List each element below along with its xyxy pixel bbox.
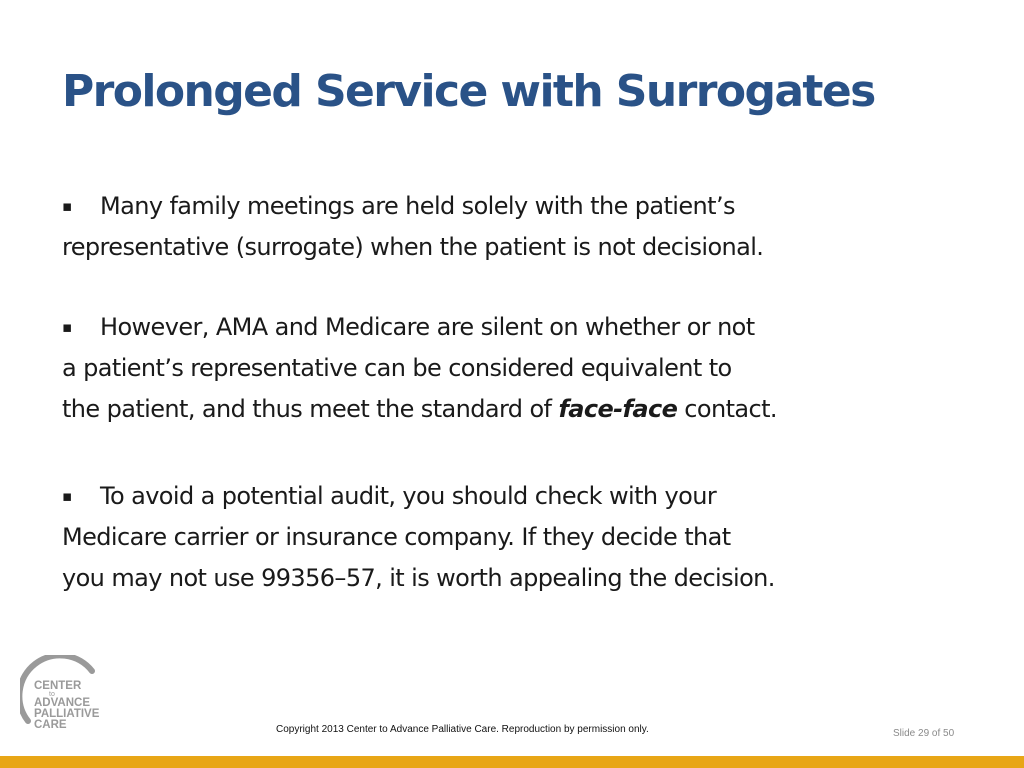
bottom-accent-bar <box>0 756 1024 768</box>
bullet-item <box>62 476 962 599</box>
logo-text-line: CENTER <box>34 680 82 692</box>
bullet-marker: ▪ <box>62 487 72 505</box>
capc-logo <box>20 655 116 735</box>
bullet-text-line: However, AMA and Medicare are silent on whether or not <box>100 313 755 341</box>
bullet-list <box>62 186 962 599</box>
copyright-notice: Copyright 2013 Center to Advance Palliative Care. Reproduction by permission only. <box>276 724 649 735</box>
bullet-text-line: contact. <box>677 395 777 423</box>
slide-number: Slide 29 of 50 <box>893 728 955 739</box>
bullet-marker: ▪ <box>62 318 72 336</box>
bullet-text-line: Many family meetings are held solely with the patient’s <box>100 192 735 220</box>
bullet-text-line: representative (surrogate) when the patient is not decisional. <box>62 233 764 261</box>
bullet-text-line: To avoid a potential audit, you should check with your <box>100 482 717 510</box>
bullet-item <box>62 186 962 268</box>
bullet-text-line: you may not use 99356–57, it is worth appealing the decision. <box>62 564 775 592</box>
logo-text-line: PALLIATIVE <box>34 708 100 720</box>
logo-text-line: ADVANCE <box>34 697 91 709</box>
bullet-text-line: Medicare carrier or insurance company. If they decide that <box>62 523 731 551</box>
logo-text-line: CARE <box>34 719 67 731</box>
slide-title: Prolonged Service with Surrogates <box>62 66 875 117</box>
bullet-marker: ▪ <box>62 197 72 215</box>
emphasis-text: face-face <box>558 395 678 423</box>
bullet-text-line: a patient’s representative can be considered equivalent to <box>62 354 732 382</box>
bullet-text-line: the patient, and thus meet the standard of <box>62 395 559 423</box>
logo-text-line: to <box>49 691 55 698</box>
bullet-item <box>62 307 962 430</box>
